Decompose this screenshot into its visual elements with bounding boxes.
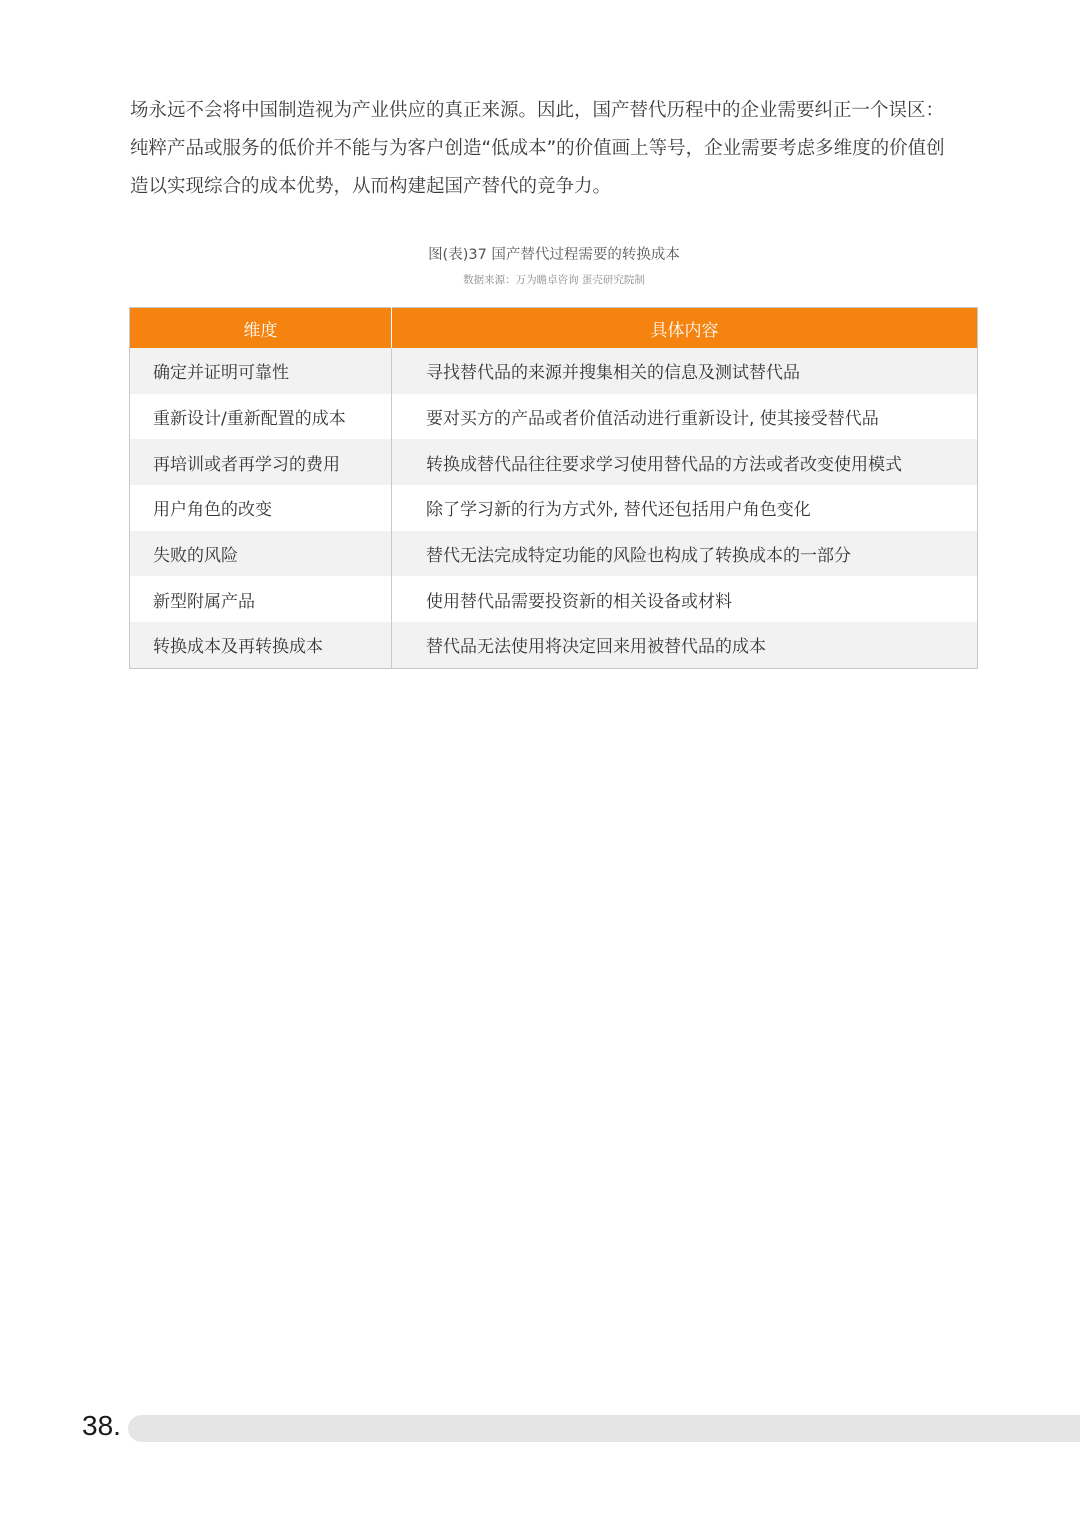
page-number: 38. <box>82 1410 121 1441</box>
cell-content: 转换成替代品往往要求学习使用替代品的方法或者改变使用模式 <box>392 439 978 485</box>
figure-source: 数据来源：万为瞻卓咨询 蛋壳研究院制 <box>463 274 645 286</box>
intro-line: 场永远不会将中国制造视为产业供应的真正来源。因此，国产替代历程中的企业需要纠正一个误区： <box>130 100 945 121</box>
cell-dimension: 确定并证明可靠性 <box>130 348 392 394</box>
table-row <box>130 485 978 531</box>
intro-line: 造以实现综合的成本优势，从而构建起国产替代的竞争力。 <box>130 176 612 197</box>
intro-paragraph <box>130 92 980 206</box>
table-header-row <box>130 308 978 349</box>
table-row <box>130 531 978 577</box>
header-dimension: 维度 <box>130 308 392 349</box>
intro-line: 纯粹产品或服务的低价并不能与为客户创造“低成本”的价值画上等号，企业需要考虑多维度的价值创 <box>130 138 945 159</box>
table-row <box>130 576 978 622</box>
cell-content: 要对买方的产品或者价值活动进行重新设计, 使其接受替代品 <box>392 394 978 440</box>
cell-content: 替代无法完成特定功能的风险也构成了转换成本的一部分 <box>392 531 978 577</box>
cell-dimension: 失败的风险 <box>130 531 392 577</box>
cell-dimension: 转换成本及再转换成本 <box>130 622 392 668</box>
table-row <box>130 622 978 668</box>
header-content: 具体内容 <box>392 308 978 349</box>
cell-dimension: 再培训或者再学习的费用 <box>130 439 392 485</box>
footer-bar <box>128 1415 1080 1442</box>
table-row <box>130 439 978 485</box>
cell-dimension: 重新设计/重新配置的成本 <box>130 394 392 440</box>
cell-content: 使用替代品需要投资新的相关设备或材料 <box>392 576 978 622</box>
table-row <box>130 348 978 394</box>
cell-content: 除了学习新的行为方式外, 替代还包括用户角色变化 <box>392 485 978 531</box>
cell-dimension: 新型附属产品 <box>130 576 392 622</box>
switching-cost-table <box>129 307 978 669</box>
cell-dimension: 用户角色的改变 <box>130 485 392 531</box>
cell-content: 寻找替代品的来源并搜集相关的信息及测试替代品 <box>392 348 978 394</box>
cell-content: 替代品无法使用将决定回来用被替代品的成本 <box>392 622 978 668</box>
figure-title: 图(表)37 国产替代过程需要的转换成本 <box>428 247 680 263</box>
table-row <box>130 394 978 440</box>
